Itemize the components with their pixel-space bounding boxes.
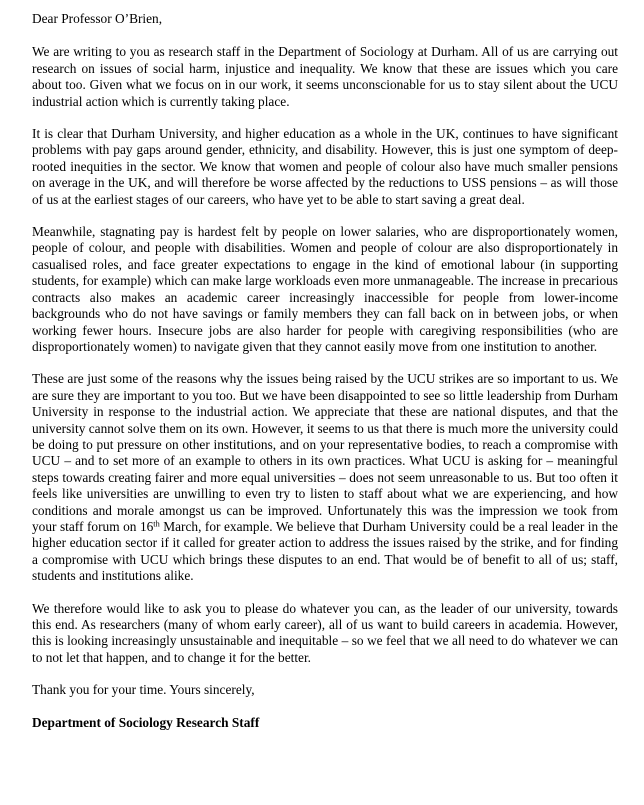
salutation: Dear Professor O’Brien, — [32, 11, 163, 26]
letter-body — [32, 11, 618, 731]
closing-line: Thank you for your time. Yours sincerely, — [32, 682, 255, 698]
paragraph-text-before-date: These are just some of the reasons why the issues being raised by the UCU strikes are so important to us. We are sure they are important to you too. But we have been disappointed to see so little leadership from Durham University in response to the industrial action. We appreciate that these are national disputes, and that the university cannot solve them on its own. However, it seems to us that there is much more the university could be doing to put pressure on other institutions, and on your representative bodies, to reach a compromise with UCU – and to set more of an example to others in its own practices. What UCU is asking for – meaningful steps towards creating fairer and more equal universities – does not seem unreasonable to us. But too often it feels like universities are unwilling to even try to listen to staff about what we are experiencing, and how conditions and morale amongst us can be improved. Unfortunately this was the impression we took from your staff forum on 16 — [32, 371, 618, 534]
paragraph-pay-gaps-pensions: It is clear that Durham University, and higher education as a whole in the UK, continues to have significant problems with pay gaps around gender, ethnicity, and disability. However, this is just one symptom of deep-rooted inequities in the sector. We know that women and people of colour also have much smaller pensions on average in the UK, and will therefore be worse affected by the reductions to USS pensions – as will those of us at the earliest stages of our careers, who have yet to be able to start saving a great deal. — [32, 126, 618, 207]
paragraph-research-staff-intro: We are writing to you as research staff in the Department of Sociology at Durham. All of us are carrying out research on issues of social harm, injustice and inequality. We know that these are issues which you care about too. Given what we focus on in our work, it seems unconscionable for us to stay silent about the UCU industrial action which is currently taking place. — [32, 44, 618, 109]
paragraph-ucu-strikes-leadership — [32, 371, 618, 584]
paragraph-request: We therefore would like to ask you to please do whatever you can, as the leader of our university, towards this end. As researchers (many of whom early career), all of us want to build careers in academia. However, this is looking increasingly unsustainable and inequitable – so we feel that we all need to do whatever we can to not let that happen, and to change it for the better. — [32, 600, 618, 665]
date-ordinal-suffix: th — [153, 519, 160, 529]
signature: Department of Sociology Research Staff — [32, 714, 260, 730]
paragraph-text-after-date: March, for example. We believe that Durham University could be a real leader in the higher education sector if it called for greater action to address the issues raised by the strike, and for finding a compromise with UCU which brings these disputes to an end. That would be of benefit to all of us; staff, students and institutions alike. — [32, 518, 618, 584]
paragraph-stagnating-pay: Meanwhile, stagnating pay is hardest felt by people on lower salaries, who are disproportionately women, people of colour, and people with disabilities. Women and people of colour are also disproportionately in casualised roles, and face greater expectations to engage in the kind of emotional labour (in supporting students, for example) which can make large workloads even more unmanageable. The increase in precarious contracts also makes an academic career increasingly inaccessible for people from lower-income backgrounds who do not have savings or family members they can fall back on in between jobs, or when working fewer hours. Insecure jobs are also harder for people with caregiving responsibilities (who are disproportionately women) to navigate given that they cannot easily move from one institution to another. — [32, 224, 618, 354]
